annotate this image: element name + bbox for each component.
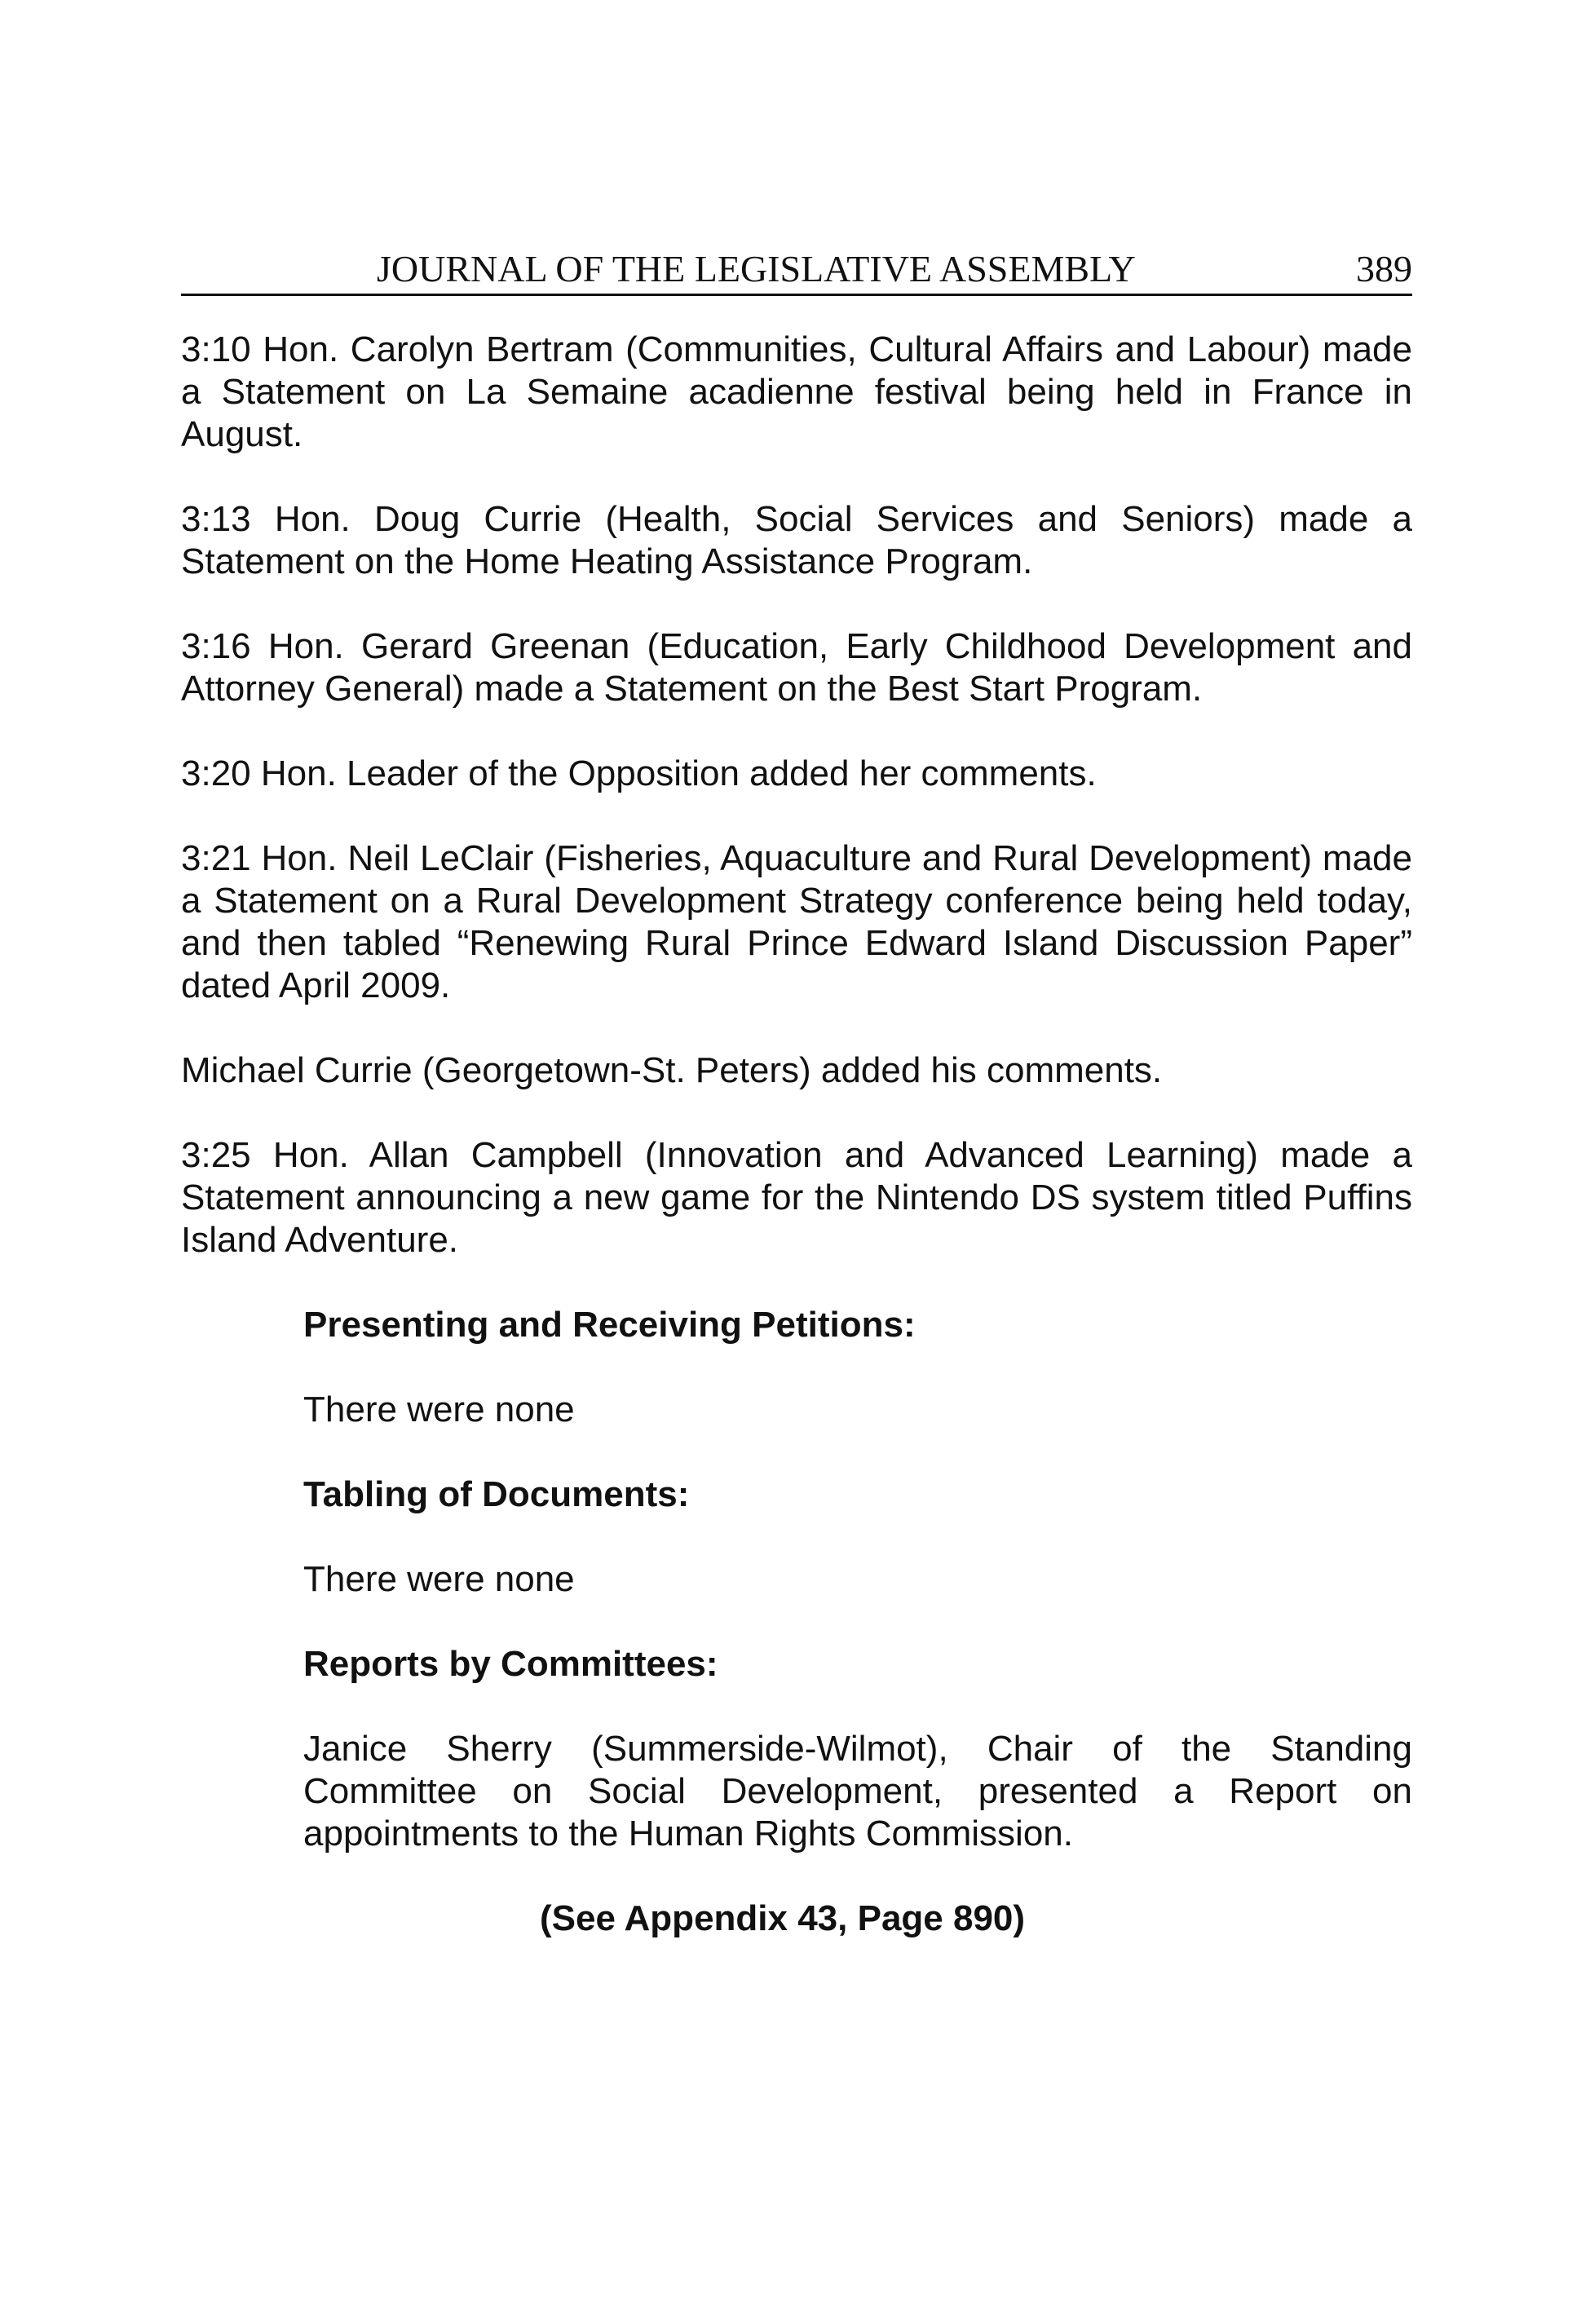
running-header [181, 245, 1412, 296]
journal-title: JOURNAL OF THE LEGISLATIVE ASSEMBLY [377, 248, 1136, 289]
statement-greenan: 3:16 Hon. Gerard Greenan (Education, Early Childhood Development and Attorney General) made a Statement on the Best Start Program. [181, 626, 1412, 709]
statement-bertram: 3:10 Hon. Carolyn Bertram (Communities, Cultural Affairs and Labour) made a Statement on La Semaine acadienne festival being held in France in August. [181, 329, 1412, 454]
journal-page [181, 245, 1412, 1940]
tabling-documents-text: There were none [303, 1559, 575, 1599]
statement-leclair: 3:21 Hon. Neil LeClair (Fisheries, Aquaculture and Rural Development) made a Statement on a Rural Development Strategy conference being held today, and then tabled “Renewing Rural Prince Edward Island Discussion Paper” dated April 2009. [181, 838, 1412, 1005]
committee-reports-heading: Reports by Committees: [303, 1644, 718, 1684]
journal-body [181, 329, 1412, 1940]
tabling-documents-heading: Tabling of Documents: [303, 1474, 690, 1514]
committee-report-text: Janice Sherry (Summerside-Wilmot), Chair of the Standing Committee on Social Development, presented a Report on appointments to the Human Rights Commission. [303, 1729, 1412, 1853]
petitions-text: There were none [303, 1390, 575, 1429]
appendix-reference: (See Appendix 43, Page 890) [540, 1898, 1026, 1938]
statement-currie: 3:13 Hon. Doug Currie (Health, Social Services and Seniors) made a Statement on the Home Heating Assistance Program. [181, 499, 1412, 581]
michael-currie-comments: Michael Currie (Georgetown-St. Peters) added his comments. [181, 1050, 1163, 1090]
opposition-comments: 3:20 Hon. Leader of the Opposition added her comments. [181, 753, 1097, 793]
statement-campbell: 3:25 Hon. Allan Campbell (Innovation and Advanced Learning) made a Statement announcing a new game for the Nintendo DS system titled Puffins Island Adventure. [181, 1135, 1412, 1260]
petitions-heading: Presenting and Receiving Petitions: [303, 1305, 916, 1345]
page-number: 389 [1356, 248, 1412, 289]
